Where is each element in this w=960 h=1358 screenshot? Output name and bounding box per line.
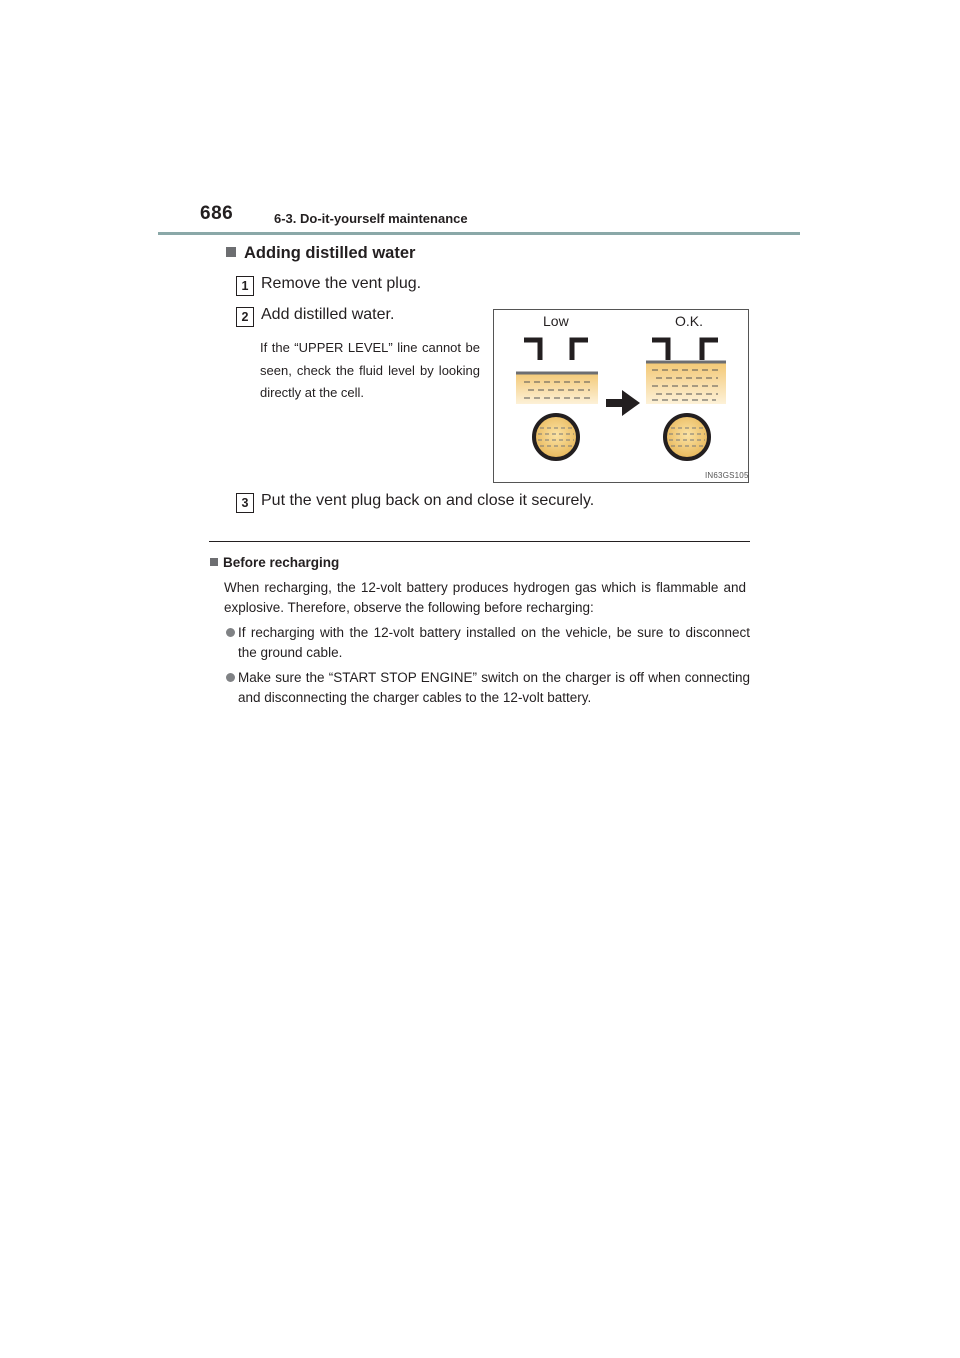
- ok-fluid: [646, 362, 726, 404]
- info-heading: [210, 555, 339, 570]
- step-1-text: Remove the vent plug.: [261, 275, 422, 292]
- bullet-dot-icon: [226, 673, 235, 682]
- fluid-level-illustration: [493, 309, 749, 483]
- procedure-heading: [226, 244, 415, 263]
- label-ok: O.K.: [675, 313, 704, 329]
- bullet-dot-icon: [226, 628, 235, 637]
- section-title: 6-3. Do-it-yourself maintenance: [274, 211, 468, 226]
- label-low: Low: [543, 313, 569, 329]
- left-cell-wall-left: [524, 340, 540, 360]
- low-fluid: [516, 372, 598, 404]
- right-cell-wall-right: [702, 340, 718, 360]
- arrow-right-icon: [606, 390, 640, 416]
- info-bullet-2: Make sure the “START STOP ENGINE” switch on the charger is off when connecting and disconnecting the charger cables to the 12-volt battery.: [238, 670, 750, 705]
- step-1-number: 1: [236, 276, 254, 296]
- ok-float-ball: [665, 415, 709, 459]
- step-2-note: If the “UPPER LEVEL” line cannot be seen, check the fluid level by looking directly at the cell.: [260, 340, 480, 400]
- fluid-level-diagram: [494, 310, 748, 482]
- page-number: 686: [200, 203, 234, 224]
- square-bullet-icon: [210, 558, 218, 566]
- info-heading-text: Before recharging: [223, 555, 340, 570]
- square-bullet-icon: [226, 247, 236, 257]
- procedure-heading-text: Adding distilled water: [244, 244, 416, 262]
- info-intro: When recharging, the 12-volt battery produces hydrogen gas which is flammable and explosive. Therefore, observe the following before recharging:: [224, 580, 746, 615]
- section-divider: [209, 541, 750, 542]
- step-2-text: Add distilled water.: [261, 306, 395, 323]
- figure-code: IN63GS105: [705, 471, 749, 480]
- step-3-text: Put the vent plug back on and close it securely.: [261, 492, 595, 509]
- left-cell-wall-right: [572, 340, 588, 360]
- step-2-number: 2: [236, 307, 254, 327]
- step-3-number: 3: [236, 493, 254, 513]
- right-cell-wall-left: [652, 340, 668, 360]
- low-float-ball: [534, 415, 578, 459]
- info-bullet-1: If recharging with the 12-volt battery installed on the vehicle, be sure to disconnect the ground cable.: [238, 625, 750, 660]
- header-divider: [158, 232, 800, 235]
